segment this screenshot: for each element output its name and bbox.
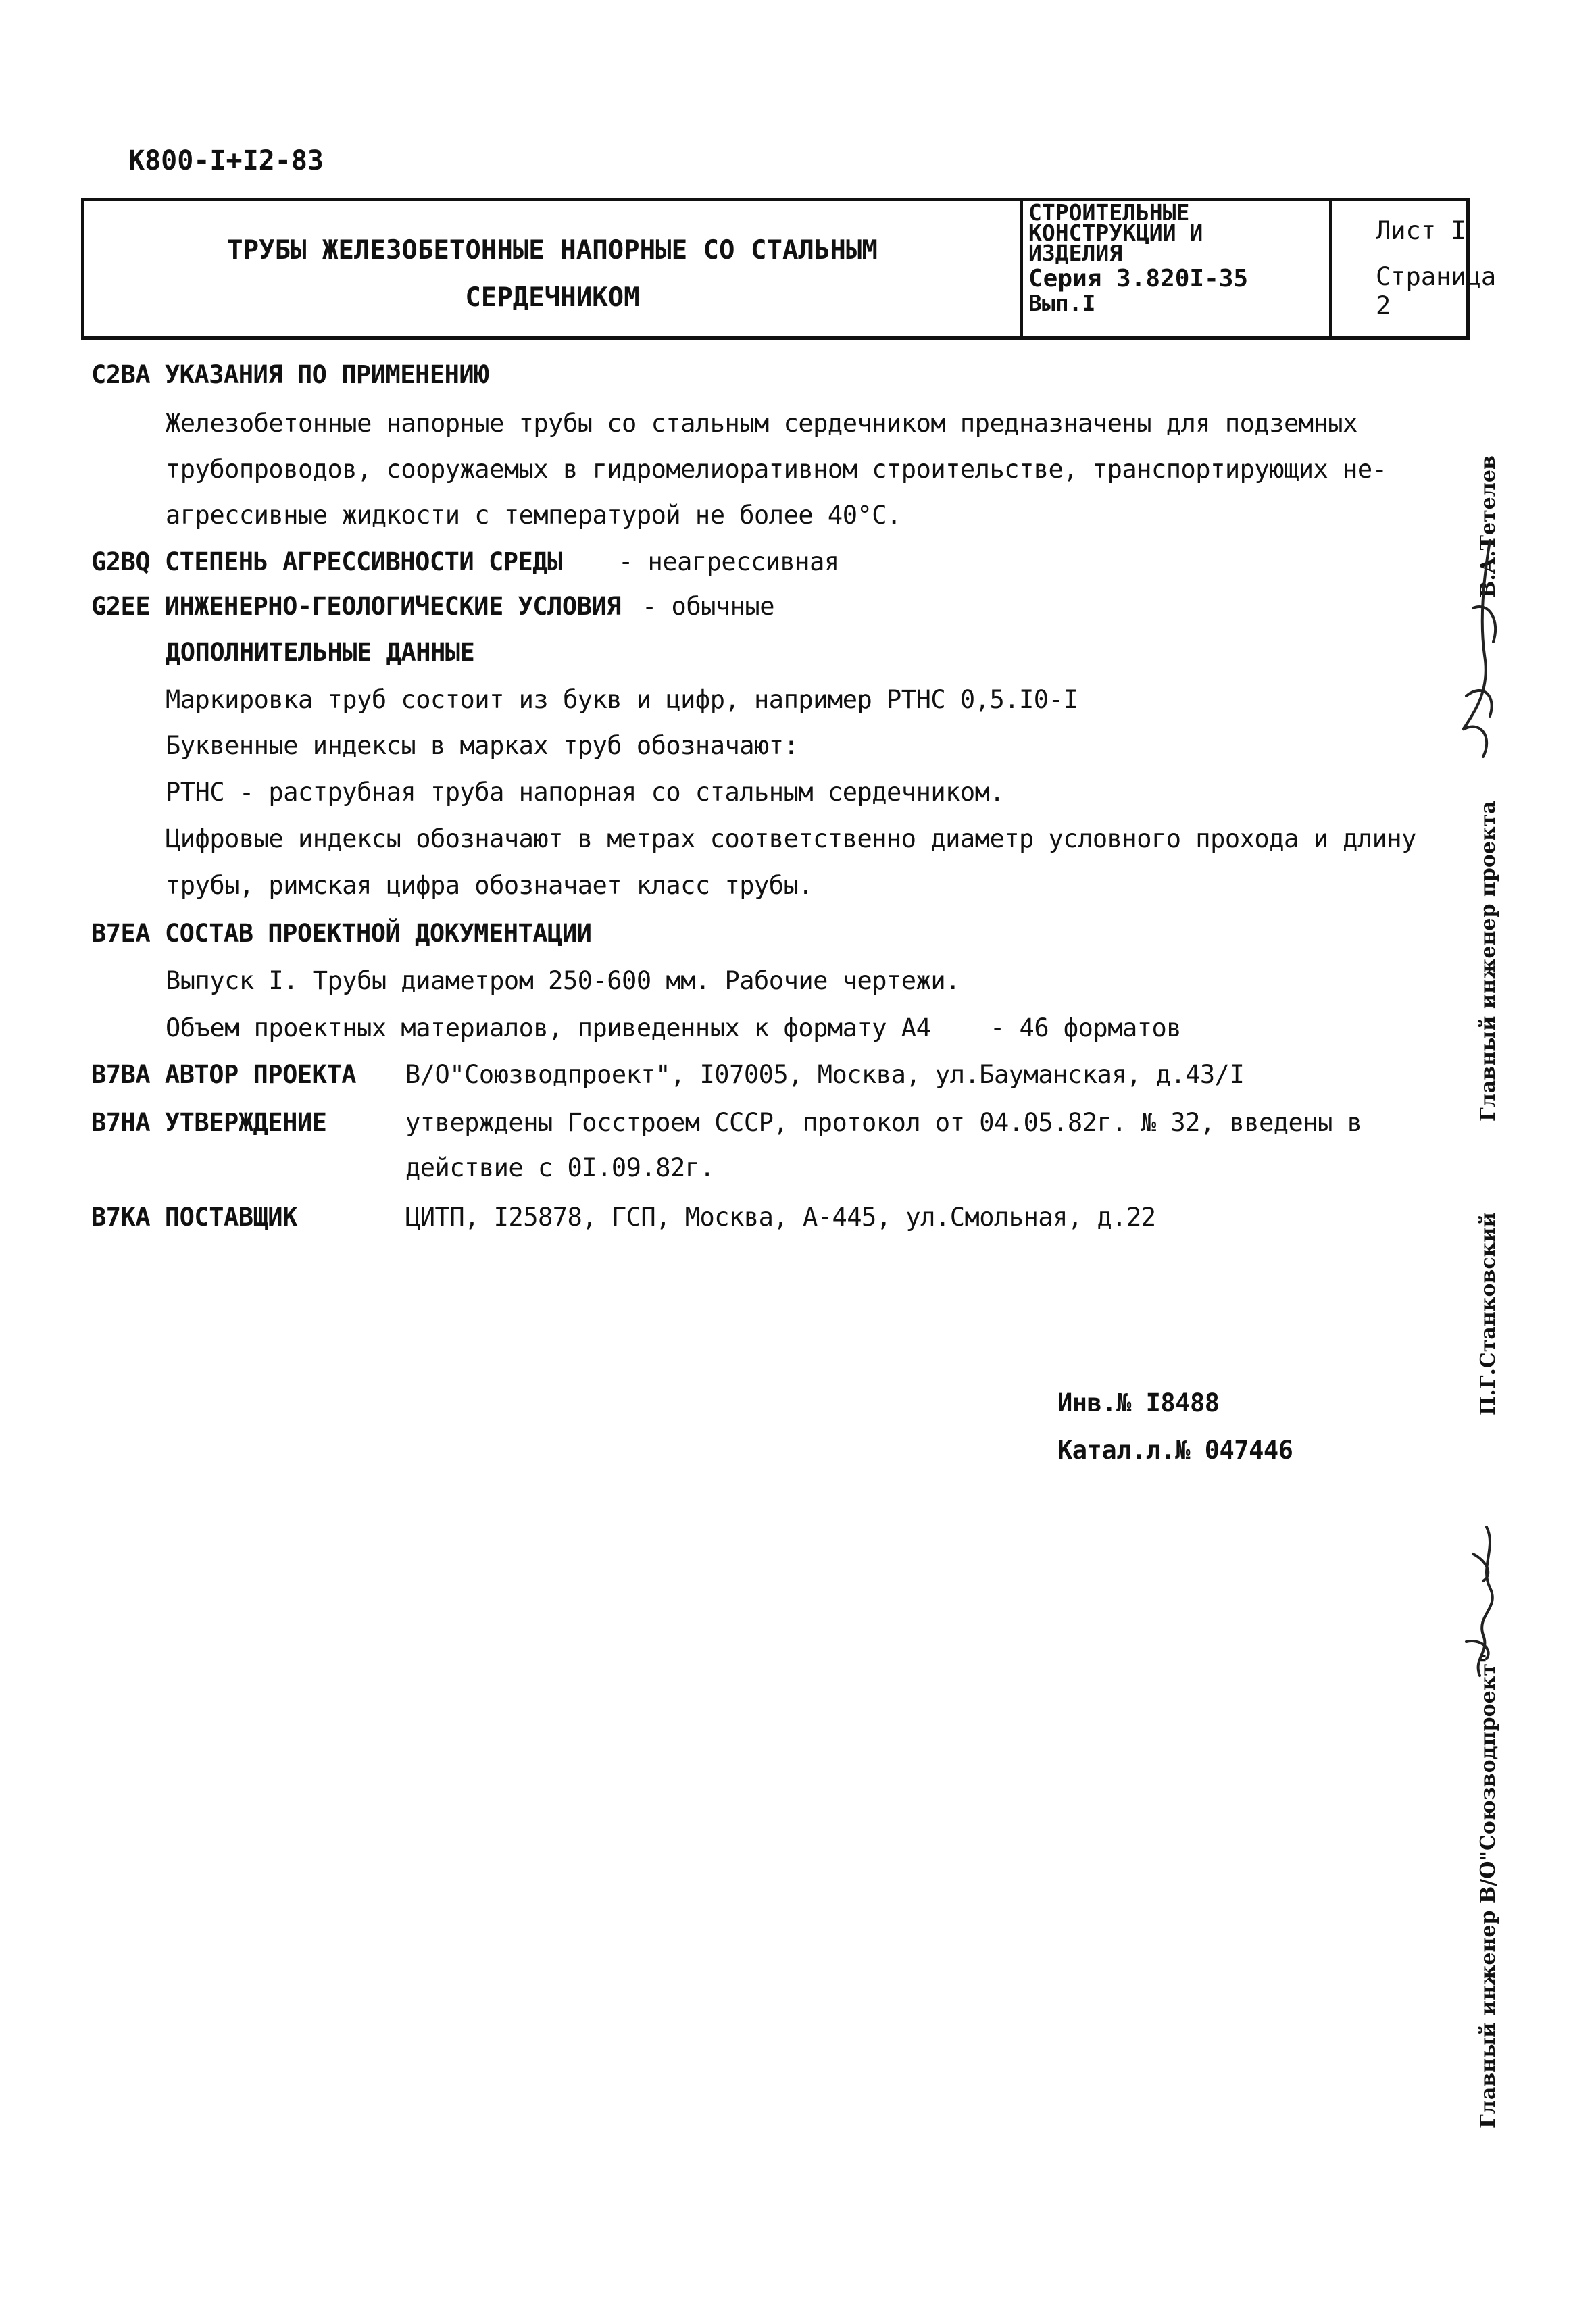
series-cell — [1023, 201, 1332, 336]
title-cell — [84, 201, 1023, 336]
document-title-line1: ТРУБЫ ЖЕЛЕЗОБЕТОННЫЕ НАПОРНЫЕ СО СТАЛЬНЫМ — [227, 235, 878, 266]
application-heading: С2ВА УКАЗАНИЯ ПО ПРИМЕНЕНИЮ — [91, 360, 489, 389]
margin-chief-engineer-org: Главный инженер В/О"Союзводпроект" — [1476, 1653, 1500, 2128]
application-line: трубопроводов, сооружаемых в гидромелиоративном строительстве, транспортирующих не- — [166, 455, 1387, 484]
additional-line: Цифровые индексы обозначают в метрах соответственно диаметр условного прохода и длину — [166, 824, 1416, 853]
series-line: СТРОИТЕЛЬНЫЕ — [1028, 199, 1190, 226]
document-title-line2: СЕРДЕЧНИКОМ — [465, 282, 640, 313]
composition-format-count: - 46 форматов — [990, 1013, 1182, 1042]
margin-chief-engineer-project: Главный инженер проекта — [1476, 801, 1500, 1122]
approval-line: утверждены Госстроем СССР, протокол от 04.05.82г. № 32, введены в — [405, 1108, 1362, 1137]
composition-heading: В7ЕА СОСТАВ ПРОЕКТНОЙ ДОКУМЕНТАЦИИ — [91, 919, 592, 948]
series-line: ИЗДЕЛИЯ — [1028, 240, 1123, 266]
supplier-value: ЦИТП, I25878, ГСП, Москва, А-445, ул.Смольная, д.22 — [405, 1203, 1156, 1232]
signature-2 — [1446, 1513, 1520, 1689]
title-block — [81, 198, 1497, 340]
series-number: Серия 3.820I-35 — [1028, 265, 1249, 293]
composition-line: Выпуск I. Трубы диаметром 250-600 мм. Рабочие чертежи. — [166, 966, 960, 995]
supplier-heading: В7КА ПОСТАВЩИК — [91, 1203, 297, 1232]
sheet-number: Лист I — [1376, 216, 1466, 245]
series-issue: Вып.I — [1028, 290, 1096, 316]
document-code: К800-I+I2-83 — [128, 145, 324, 176]
page-number: Страница 2 — [1376, 262, 1497, 320]
margin-name-tetelev: В.А.Тетелев — [1476, 455, 1500, 598]
composition-line: Объем проектных материалов, приведенных к формату А4 — [166, 1013, 931, 1042]
additional-line: трубы, римская цифра обозначает класс трубы. — [166, 871, 814, 900]
additional-line: Буквенные индексы в марках труб обозначают: — [166, 731, 799, 760]
additional-line: РТНС - раструбная труба напорная со стальным сердечником. — [166, 778, 1005, 807]
signature-1 — [1443, 527, 1524, 770]
additional-heading: ДОПОЛНИТЕЛЬНЫЕ ДАННЫЕ — [166, 638, 475, 667]
author-value: В/О"Союзводпроект", I07005, Москва, ул.Бауманская, д.43/I — [405, 1060, 1245, 1089]
additional-line: Маркировка труб состоит из букв и цифр, например РТНС 0,5.I0-I — [166, 685, 1078, 714]
inventory-number: Инв.№ I8488 — [1057, 1388, 1220, 1417]
sheet-cell — [1332, 201, 1497, 336]
approval-line: действие с 0I.09.82г. — [405, 1153, 715, 1182]
catalog-sheet-number: Катал.л.№ 047446 — [1057, 1436, 1293, 1465]
aggressiveness-heading: G2BQ СТЕПЕНЬ АГРЕССИВНОСТИ СРЕДЫ — [91, 547, 562, 576]
series-line: КОНСТРУКЦИИ И — [1028, 220, 1203, 246]
application-line: Железобетонные напорные трубы со стальным сердечником предназначены для подземных — [166, 409, 1357, 438]
approval-heading: В7НА УТВЕРЖДЕНИЕ — [91, 1108, 327, 1137]
application-line: агрессивные жидкости с температурой не более 40°С. — [166, 501, 901, 530]
geology-value: - обычные — [642, 592, 774, 621]
geology-heading: G2EE ИНЖЕНЕРНО-ГЕОЛОГИЧЕСКИЕ УСЛОВИЯ — [91, 592, 621, 621]
author-heading: В7ВА АВТОР ПРОЕКТА — [91, 1060, 356, 1089]
margin-name-stankovsky: П.Г.Станковский — [1476, 1212, 1500, 1415]
aggressiveness-value: - неагрессивная — [618, 547, 839, 576]
